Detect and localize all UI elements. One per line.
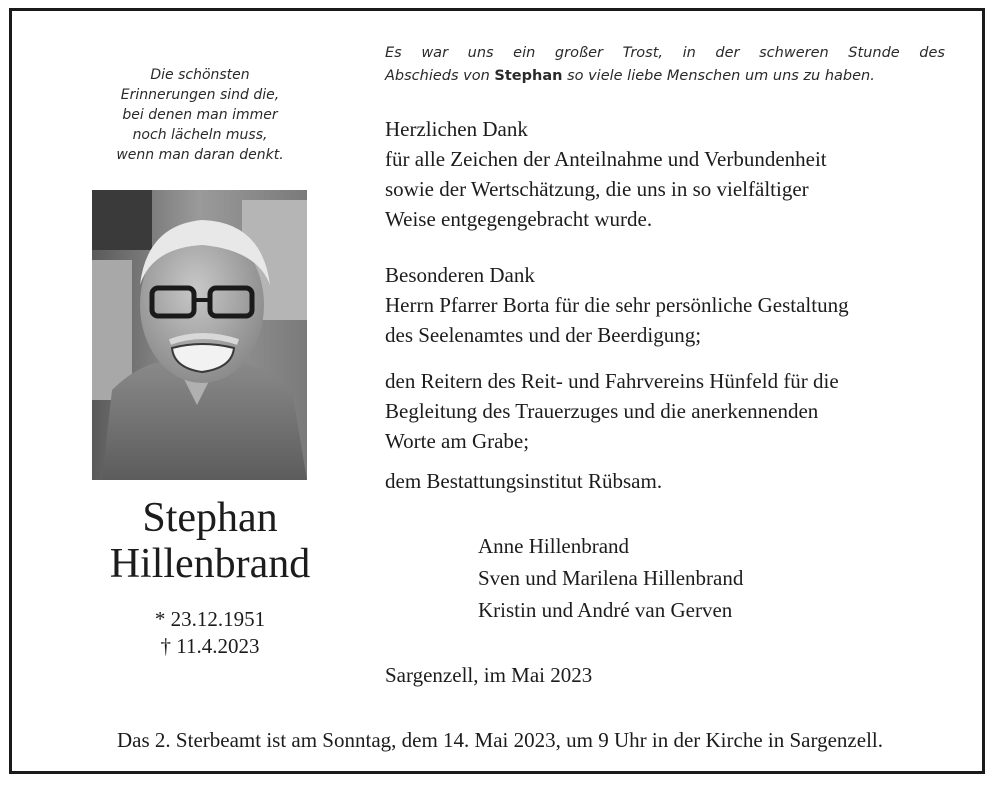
thanks-line: des Seelenamtes und der Beerdigung;	[385, 323, 702, 347]
deceased-name	[60, 495, 360, 587]
thanks-heading-1: Herzlichen Dank	[385, 117, 528, 141]
signer: Sven und Marilena Hillenbrand	[478, 566, 744, 590]
thanks-line: den Reitern des Reit- und Fahrvereins Hünfeld für die	[385, 369, 839, 393]
quote-line: wenn man daran denkt.	[116, 147, 284, 163]
quote-line: Erinnerungen sind die,	[120, 87, 280, 103]
last-name: Hillenbrand	[109, 541, 311, 587]
death-date: † 11.4.2023	[160, 634, 260, 658]
thanks-line: dem Bestattungsinstitut Rübsam.	[385, 469, 663, 493]
portrait-photo	[92, 190, 307, 480]
intro-line-2-end: so viele liebe Menschen um uns zu haben.	[567, 68, 875, 84]
intro-text	[385, 42, 945, 88]
thanks-heading-2: Besonderen Dank	[385, 263, 535, 287]
quote-line: bei denen man immer	[122, 107, 278, 123]
quote-line: Die schönsten	[150, 67, 250, 83]
thanks-section-2c	[385, 466, 965, 496]
place-date: Sargenzell, im Mai 2023	[385, 663, 593, 687]
intro-line-2-start: Abschieds von	[385, 68, 490, 84]
thanks-line: sowie der Wertschätzung, die uns in so vielfältiger	[385, 177, 809, 201]
service-notice: Das 2. Sterbeamt ist am Sonntag, dem 14. Mai 2023, um 9 Uhr in der Kirche in Sargenzell.	[117, 728, 883, 752]
thanks-section-1	[385, 114, 965, 234]
first-name: Stephan	[142, 495, 278, 541]
signer: Anne Hillenbrand	[478, 534, 630, 558]
quote-line: noch lächeln muss,	[132, 127, 268, 143]
thanks-line: Begleitung des Trauerzuges und die anerkennenden	[385, 399, 819, 423]
thanks-line: Weise entgegengebracht wurde.	[385, 207, 653, 231]
thanks-line: Worte am Grabe;	[385, 429, 530, 453]
birth-date: * 23.12.1951	[154, 607, 266, 631]
signers	[478, 530, 743, 626]
thanks-section-2b	[385, 366, 965, 456]
intro-line-2	[385, 65, 945, 88]
thanks-section-2	[385, 260, 965, 350]
thanks-line: für alle Zeichen der Anteilnahme und Verbundenheit	[385, 147, 827, 171]
intro-name: Stephan	[494, 68, 563, 84]
thanks-line: Herrn Pfarrer Borta für die sehr persönliche Gestaltung	[385, 293, 849, 317]
intro-line-1: Es war uns ein großer Trost, in der schweren Stunde des	[385, 45, 945, 61]
life-dates	[60, 606, 360, 660]
memorial-quote	[80, 65, 320, 165]
signer: Kristin und André van Gerven	[478, 598, 733, 622]
